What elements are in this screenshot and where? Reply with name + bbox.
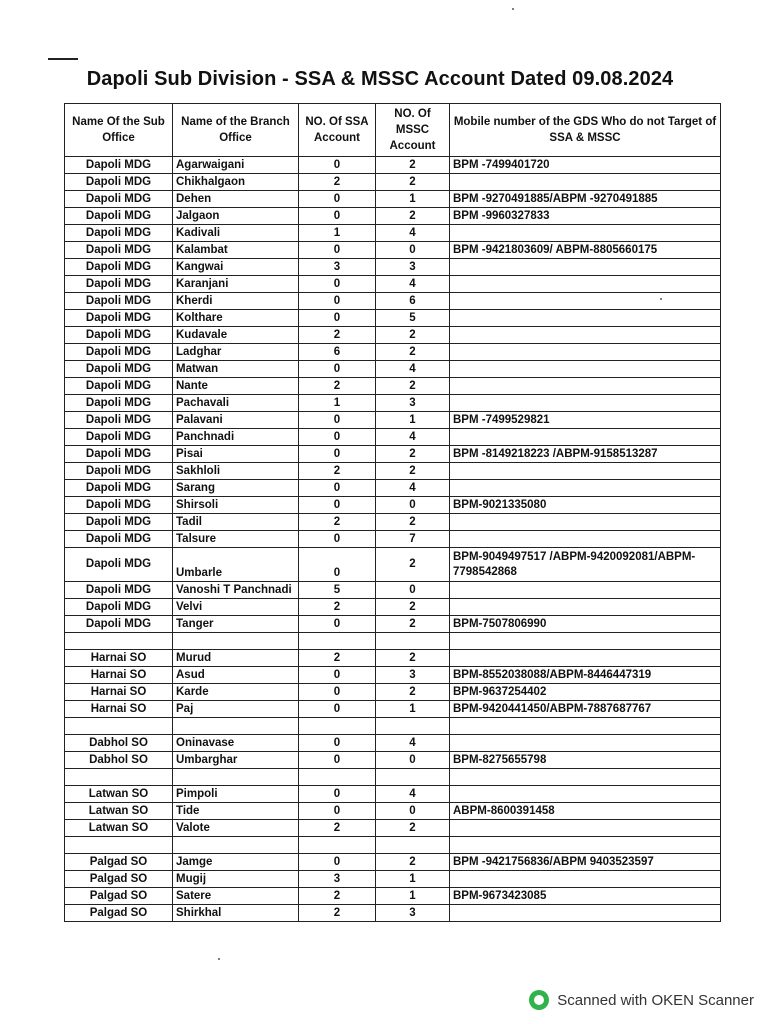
gds-mobile-cell bbox=[450, 820, 721, 837]
sub-office-cell: Dapoli MDG bbox=[65, 582, 173, 599]
table-spacer-row bbox=[65, 837, 721, 854]
branch-office-cell: Matwan bbox=[173, 361, 299, 378]
mssc-count-cell: 2 bbox=[376, 378, 450, 395]
mssc-count-cell bbox=[376, 718, 450, 735]
gds-mobile-cell: BPM -9960327833 bbox=[450, 208, 721, 225]
branch-office-cell: Tide bbox=[173, 803, 299, 820]
gds-mobile-cell bbox=[450, 871, 721, 888]
table-row bbox=[65, 871, 721, 888]
sub-office-cell: Dapoli MDG bbox=[65, 412, 173, 429]
sub-office-cell: Dapoli MDG bbox=[65, 514, 173, 531]
gds-mobile-cell bbox=[450, 905, 721, 922]
gds-mobile-cell bbox=[450, 276, 721, 293]
branch-office-cell: Kalambat bbox=[173, 242, 299, 259]
table-row bbox=[65, 650, 721, 667]
mssc-count-cell: 2 bbox=[376, 344, 450, 361]
ssa-count-cell: 6 bbox=[299, 344, 376, 361]
mssc-count-cell: 2 bbox=[376, 820, 450, 837]
ssa-count-cell: 1 bbox=[299, 395, 376, 412]
mssc-count-cell: 1 bbox=[376, 888, 450, 905]
ssa-count-cell: 2 bbox=[299, 514, 376, 531]
ssa-count-cell: 2 bbox=[299, 463, 376, 480]
gds-mobile-cell bbox=[450, 327, 721, 344]
ssa-count-cell: 0 bbox=[299, 752, 376, 769]
sub-office-cell: Dapoli MDG bbox=[65, 599, 173, 616]
branch-office-cell: Karanjani bbox=[173, 276, 299, 293]
ssa-count-cell: 2 bbox=[299, 905, 376, 922]
sub-office-cell: Harnai SO bbox=[65, 684, 173, 701]
accounts-table bbox=[64, 103, 721, 922]
header-gds-mobile: Mobile number of the GDS Who do not Target of SSA & MSSC bbox=[450, 104, 721, 157]
table-row bbox=[65, 412, 721, 429]
table-row bbox=[65, 395, 721, 412]
table-row bbox=[65, 497, 721, 514]
table-row bbox=[65, 582, 721, 599]
gds-mobile-cell: BPM -9270491885/ABPM -9270491885 bbox=[450, 191, 721, 208]
scan-speck bbox=[512, 8, 514, 10]
header-ssa-count: NO. Of SSA Account bbox=[299, 104, 376, 157]
sub-office-cell bbox=[65, 837, 173, 854]
mssc-count-cell: 2 bbox=[376, 157, 450, 174]
mssc-count-cell: 3 bbox=[376, 905, 450, 922]
branch-office-cell bbox=[173, 837, 299, 854]
gds-mobile-cell bbox=[450, 429, 721, 446]
ssa-count-cell: 2 bbox=[299, 888, 376, 905]
mssc-count-cell: 1 bbox=[376, 191, 450, 208]
sub-office-cell: Dapoli MDG bbox=[65, 259, 173, 276]
branch-office-cell: Dehen bbox=[173, 191, 299, 208]
ssa-count-cell: 0 bbox=[299, 735, 376, 752]
gds-mobile-cell bbox=[450, 344, 721, 361]
scanner-watermark-text: Scanned with OKEN Scanner bbox=[557, 991, 754, 1009]
gds-mobile-cell bbox=[450, 735, 721, 752]
gds-mobile-cell: BPM -7499529821 bbox=[450, 412, 721, 429]
sub-office-cell: Dapoli MDG bbox=[65, 463, 173, 480]
branch-office-cell: Pimpoli bbox=[173, 786, 299, 803]
table-row bbox=[65, 463, 721, 480]
gds-mobile-cell bbox=[450, 225, 721, 242]
pen-mark bbox=[48, 58, 78, 60]
sub-office-cell: Dapoli MDG bbox=[65, 616, 173, 633]
sub-office-cell: Palgad SO bbox=[65, 905, 173, 922]
table-row bbox=[65, 514, 721, 531]
branch-office-cell: Tanger bbox=[173, 616, 299, 633]
sub-office-cell: Dapoli MDG bbox=[65, 378, 173, 395]
branch-office-cell bbox=[173, 718, 299, 735]
gds-mobile-cell bbox=[450, 480, 721, 497]
branch-office-cell: Asud bbox=[173, 667, 299, 684]
mssc-count-cell: 3 bbox=[376, 259, 450, 276]
mssc-count-cell: 2 bbox=[376, 854, 450, 871]
gds-mobile-cell bbox=[450, 259, 721, 276]
ssa-count-cell: 0 bbox=[299, 293, 376, 310]
gds-mobile-cell: BPM -7499401720 bbox=[450, 157, 721, 174]
mssc-count-cell bbox=[376, 769, 450, 786]
gds-mobile-cell bbox=[450, 769, 721, 786]
table-row bbox=[65, 344, 721, 361]
mssc-count-cell: 2 bbox=[376, 208, 450, 225]
table-row bbox=[65, 293, 721, 310]
mssc-count-cell: 3 bbox=[376, 395, 450, 412]
branch-office-cell: Chikhalgaon bbox=[173, 174, 299, 191]
document-title: Dapoli Sub Division - SSA & MSSC Account Dated 09.08.2024 bbox=[86, 68, 674, 90]
table-row bbox=[65, 531, 721, 548]
gds-mobile-cell bbox=[450, 633, 721, 650]
table-row bbox=[65, 191, 721, 208]
ssa-count-cell: 0 bbox=[299, 412, 376, 429]
branch-office-cell: Vanoshi T Panchnadi bbox=[173, 582, 299, 599]
sub-office-cell: Harnai SO bbox=[65, 701, 173, 718]
mssc-count-cell: 3 bbox=[376, 667, 450, 684]
ssa-count-cell bbox=[299, 837, 376, 854]
branch-office-cell: Tadil bbox=[173, 514, 299, 531]
branch-office-cell: Agarwaigani bbox=[173, 157, 299, 174]
table-row bbox=[65, 242, 721, 259]
mssc-count-cell: 2 bbox=[376, 463, 450, 480]
ssa-count-cell: 5 bbox=[299, 582, 376, 599]
table-row bbox=[65, 854, 721, 871]
mssc-count-cell: 4 bbox=[376, 276, 450, 293]
table-row bbox=[65, 446, 721, 463]
mssc-count-cell: 0 bbox=[376, 752, 450, 769]
branch-office-cell: Murud bbox=[173, 650, 299, 667]
header-branch-office: Name of the Branch Office bbox=[173, 104, 299, 157]
sub-office-cell: Dapoli MDG bbox=[65, 242, 173, 259]
gds-mobile-cell: BPM-9049497517 /ABPM-9420092081/ABPM-7798542868 bbox=[450, 548, 721, 582]
sub-office-cell: Dapoli MDG bbox=[65, 293, 173, 310]
sub-office-cell: Dapoli MDG bbox=[65, 191, 173, 208]
sub-office-cell: Dapoli MDG bbox=[65, 446, 173, 463]
mssc-count-cell: 4 bbox=[376, 429, 450, 446]
gds-mobile-cell bbox=[450, 395, 721, 412]
mssc-count-cell: 1 bbox=[376, 412, 450, 429]
ssa-count-cell: 0 bbox=[299, 684, 376, 701]
ssa-count-cell: 0 bbox=[299, 157, 376, 174]
sub-office-cell: Dapoli MDG bbox=[65, 157, 173, 174]
branch-office-cell: Kudavale bbox=[173, 327, 299, 344]
ssa-count-cell bbox=[299, 633, 376, 650]
table-row bbox=[65, 599, 721, 616]
branch-office-cell: Shirsoli bbox=[173, 497, 299, 514]
mssc-count-cell: 2 bbox=[376, 548, 450, 582]
branch-office-cell: Kangwai bbox=[173, 259, 299, 276]
branch-office-cell: Karde bbox=[173, 684, 299, 701]
ssa-count-cell: 3 bbox=[299, 871, 376, 888]
sub-office-cell: Harnai SO bbox=[65, 650, 173, 667]
table-row bbox=[65, 310, 721, 327]
gds-mobile-cell: BPM -8149218223 /ABPM-9158513287 bbox=[450, 446, 721, 463]
ssa-count-cell: 0 bbox=[299, 208, 376, 225]
table-row bbox=[65, 361, 721, 378]
sub-office-cell: Dapoli MDG bbox=[65, 174, 173, 191]
branch-office-cell: Kherdi bbox=[173, 293, 299, 310]
table-row bbox=[65, 735, 721, 752]
mssc-count-cell: 4 bbox=[376, 361, 450, 378]
table-row bbox=[65, 786, 721, 803]
ssa-count-cell: 0 bbox=[299, 548, 376, 582]
sub-office-cell: Dapoli MDG bbox=[65, 276, 173, 293]
branch-office-cell: Mugij bbox=[173, 871, 299, 888]
mssc-count-cell: 6 bbox=[376, 293, 450, 310]
header-mssc-count: NO. Of MSSC Account bbox=[376, 104, 450, 157]
ssa-count-cell: 0 bbox=[299, 854, 376, 871]
branch-office-cell: Jamge bbox=[173, 854, 299, 871]
sub-office-cell: Dapoli MDG bbox=[65, 310, 173, 327]
mssc-count-cell: 7 bbox=[376, 531, 450, 548]
mssc-count-cell: 5 bbox=[376, 310, 450, 327]
header-sub-office: Name Of the Sub Office bbox=[65, 104, 173, 157]
sub-office-cell: Dapoli MDG bbox=[65, 361, 173, 378]
branch-office-cell bbox=[173, 633, 299, 650]
ssa-count-cell: 0 bbox=[299, 786, 376, 803]
gds-mobile-cell bbox=[450, 463, 721, 480]
ssa-count-cell: 2 bbox=[299, 174, 376, 191]
ssa-count-cell: 0 bbox=[299, 276, 376, 293]
oken-scanner-logo-icon bbox=[529, 990, 549, 1010]
gds-mobile-cell bbox=[450, 786, 721, 803]
mssc-count-cell: 2 bbox=[376, 616, 450, 633]
sub-office-cell: Latwan SO bbox=[65, 786, 173, 803]
ssa-count-cell: 0 bbox=[299, 310, 376, 327]
ssa-count-cell bbox=[299, 718, 376, 735]
mssc-count-cell: 4 bbox=[376, 786, 450, 803]
ssa-count-cell: 2 bbox=[299, 327, 376, 344]
table-spacer-row bbox=[65, 633, 721, 650]
gds-mobile-cell bbox=[450, 599, 721, 616]
mssc-count-cell: 4 bbox=[376, 225, 450, 242]
ssa-count-cell: 0 bbox=[299, 429, 376, 446]
sub-office-cell: Dapoli MDG bbox=[65, 395, 173, 412]
sub-office-cell bbox=[65, 633, 173, 650]
gds-mobile-cell bbox=[450, 293, 721, 310]
ssa-count-cell: 0 bbox=[299, 616, 376, 633]
table-header-row bbox=[65, 104, 721, 157]
gds-mobile-cell bbox=[450, 174, 721, 191]
gds-mobile-cell: BPM-9021335080 bbox=[450, 497, 721, 514]
ssa-count-cell: 0 bbox=[299, 242, 376, 259]
mssc-count-cell bbox=[376, 633, 450, 650]
sub-office-cell: Dapoli MDG bbox=[65, 531, 173, 548]
branch-office-cell: Ladghar bbox=[173, 344, 299, 361]
mssc-count-cell: 2 bbox=[376, 327, 450, 344]
sub-office-cell: Dapoli MDG bbox=[65, 480, 173, 497]
table-row bbox=[65, 157, 721, 174]
ssa-count-cell: 0 bbox=[299, 667, 376, 684]
sub-office-cell: Latwan SO bbox=[65, 803, 173, 820]
branch-office-cell: Jalgaon bbox=[173, 208, 299, 225]
sub-office-cell: Dapoli MDG bbox=[65, 497, 173, 514]
branch-office-cell: Nante bbox=[173, 378, 299, 395]
gds-mobile-cell bbox=[450, 650, 721, 667]
sub-office-cell: Dapoli MDG bbox=[65, 429, 173, 446]
ssa-count-cell: 2 bbox=[299, 650, 376, 667]
table-row bbox=[65, 480, 721, 497]
table-row bbox=[65, 803, 721, 820]
branch-office-cell: Shirkhal bbox=[173, 905, 299, 922]
branch-office-cell: Paj bbox=[173, 701, 299, 718]
gds-mobile-cell: BPM-8275655798 bbox=[450, 752, 721, 769]
mssc-count-cell: 2 bbox=[376, 650, 450, 667]
branch-office-cell: Velvi bbox=[173, 599, 299, 616]
scanner-watermark bbox=[529, 990, 754, 1010]
sub-office-cell: Palgad SO bbox=[65, 871, 173, 888]
mssc-count-cell: 4 bbox=[376, 480, 450, 497]
sub-office-cell: Latwan SO bbox=[65, 820, 173, 837]
ssa-count-cell: 0 bbox=[299, 191, 376, 208]
table-row bbox=[65, 616, 721, 633]
ssa-count-cell: 0 bbox=[299, 497, 376, 514]
gds-mobile-cell bbox=[450, 310, 721, 327]
branch-office-cell: Pachavali bbox=[173, 395, 299, 412]
branch-office-cell: Oninavase bbox=[173, 735, 299, 752]
sub-office-cell: Dapoli MDG bbox=[65, 327, 173, 344]
mssc-count-cell: 0 bbox=[376, 582, 450, 599]
sub-office-cell: Dabhol SO bbox=[65, 735, 173, 752]
gds-mobile-cell: BPM-9637254402 bbox=[450, 684, 721, 701]
gds-mobile-cell bbox=[450, 378, 721, 395]
mssc-count-cell: 1 bbox=[376, 701, 450, 718]
gds-mobile-cell bbox=[450, 837, 721, 854]
sub-office-cell: Dapoli MDG bbox=[65, 208, 173, 225]
table-row bbox=[65, 888, 721, 905]
branch-office-cell: Kolthare bbox=[173, 310, 299, 327]
ssa-count-cell: 0 bbox=[299, 531, 376, 548]
mssc-count-cell: 2 bbox=[376, 446, 450, 463]
branch-office-cell: Sakhloli bbox=[173, 463, 299, 480]
mssc-count-cell: 0 bbox=[376, 242, 450, 259]
scan-speck bbox=[218, 958, 220, 960]
gds-mobile-cell bbox=[450, 531, 721, 548]
gds-mobile-cell bbox=[450, 582, 721, 599]
mssc-count-cell: 1 bbox=[376, 871, 450, 888]
table-row bbox=[65, 378, 721, 395]
ssa-count-cell: 2 bbox=[299, 378, 376, 395]
table-spacer-row bbox=[65, 718, 721, 735]
branch-office-cell: Panchnadi bbox=[173, 429, 299, 446]
gds-mobile-cell: BPM-7507806990 bbox=[450, 616, 721, 633]
gds-mobile-cell: BPM-9673423085 bbox=[450, 888, 721, 905]
gds-mobile-cell: BPM-8552038088/ABPM-8446447319 bbox=[450, 667, 721, 684]
table-row bbox=[65, 276, 721, 293]
table-row bbox=[65, 259, 721, 276]
gds-mobile-cell bbox=[450, 361, 721, 378]
mssc-count-cell: 0 bbox=[376, 803, 450, 820]
mssc-count-cell: 4 bbox=[376, 735, 450, 752]
ssa-count-cell: 0 bbox=[299, 803, 376, 820]
table-row bbox=[65, 548, 721, 582]
sub-office-cell: Harnai SO bbox=[65, 667, 173, 684]
table-row bbox=[65, 905, 721, 922]
branch-office-cell: Palavani bbox=[173, 412, 299, 429]
mssc-count-cell: 2 bbox=[376, 599, 450, 616]
ssa-count-cell: 0 bbox=[299, 701, 376, 718]
branch-office-cell: Satere bbox=[173, 888, 299, 905]
table-row bbox=[65, 667, 721, 684]
ssa-count-cell: 0 bbox=[299, 446, 376, 463]
mssc-count-cell bbox=[376, 837, 450, 854]
sub-office-cell: Palgad SO bbox=[65, 854, 173, 871]
mssc-count-cell: 2 bbox=[376, 174, 450, 191]
gds-mobile-cell: ABPM-8600391458 bbox=[450, 803, 721, 820]
branch-office-cell: Valote bbox=[173, 820, 299, 837]
gds-mobile-cell: BPM -9421803609/ ABPM-8805660175 bbox=[450, 242, 721, 259]
ssa-count-cell: 1 bbox=[299, 225, 376, 242]
gds-mobile-cell: BPM-9420441450/ABPM-7887687767 bbox=[450, 701, 721, 718]
ssa-count-cell: 0 bbox=[299, 480, 376, 497]
ssa-count-cell: 0 bbox=[299, 361, 376, 378]
sub-office-cell: Dapoli MDG bbox=[65, 344, 173, 361]
sub-office-cell bbox=[65, 718, 173, 735]
table-row bbox=[65, 327, 721, 344]
branch-office-cell: Umbarghar bbox=[173, 752, 299, 769]
ssa-count-cell: 2 bbox=[299, 599, 376, 616]
gds-mobile-cell bbox=[450, 514, 721, 531]
sub-office-cell: Palgad SO bbox=[65, 888, 173, 905]
table-row bbox=[65, 208, 721, 225]
table-row bbox=[65, 684, 721, 701]
branch-office-cell: Umbarle bbox=[173, 548, 299, 582]
table-body bbox=[65, 157, 721, 922]
branch-office-cell: Talsure bbox=[173, 531, 299, 548]
table-row bbox=[65, 820, 721, 837]
sub-office-cell bbox=[65, 769, 173, 786]
sub-office-cell: Dapoli MDG bbox=[65, 225, 173, 242]
gds-mobile-cell: BPM -9421756836/ABPM 9403523597 bbox=[450, 854, 721, 871]
table-spacer-row bbox=[65, 769, 721, 786]
gds-mobile-cell bbox=[450, 718, 721, 735]
table-row bbox=[65, 225, 721, 242]
table-row bbox=[65, 429, 721, 446]
mssc-count-cell: 0 bbox=[376, 497, 450, 514]
mssc-count-cell: 2 bbox=[376, 684, 450, 701]
table-row bbox=[65, 752, 721, 769]
branch-office-cell: Pisai bbox=[173, 446, 299, 463]
table-row bbox=[65, 701, 721, 718]
branch-office-cell: Kadivali bbox=[173, 225, 299, 242]
sub-office-cell: Dapoli MDG bbox=[65, 548, 173, 582]
ssa-count-cell bbox=[299, 769, 376, 786]
branch-office-cell: Sarang bbox=[173, 480, 299, 497]
table-row bbox=[65, 174, 721, 191]
ssa-count-cell: 2 bbox=[299, 820, 376, 837]
mssc-count-cell: 2 bbox=[376, 514, 450, 531]
branch-office-cell bbox=[173, 769, 299, 786]
sub-office-cell: Dabhol SO bbox=[65, 752, 173, 769]
ssa-count-cell: 3 bbox=[299, 259, 376, 276]
